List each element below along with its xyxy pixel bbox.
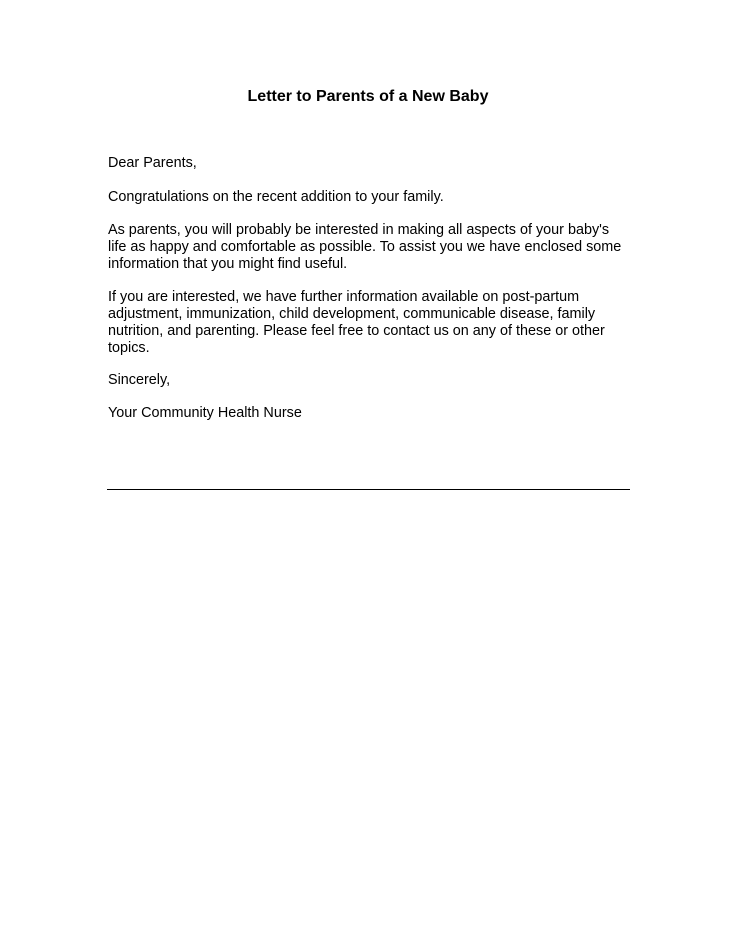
paragraph-line: If you are interested, we have further information available on post-partum [108, 289, 580, 305]
letter-title: Letter to Parents of a New Baby [247, 88, 489, 105]
paragraph-line: life as happy and comfortable as possible. To assist you we have enclosed some [108, 239, 622, 255]
paragraph-line: nutrition, and parenting. Please feel free to contact us on any of these or other [108, 323, 605, 339]
salutation: Dear Parents, [108, 155, 197, 171]
horizontal-divider [107, 489, 630, 490]
paragraph-further-info [108, 289, 638, 357]
paragraph-line: adjustment, immunization, child development, communicable disease, family [108, 306, 596, 322]
paragraph-line: As parents, you will probably be interested in making all aspects of your baby's [108, 222, 610, 238]
paragraph-enclosed-info [108, 222, 638, 273]
paragraph-line: topics. [108, 340, 150, 356]
closing: Sincerely, [108, 372, 171, 388]
signature: Your Community Health Nurse [108, 405, 302, 421]
paragraph-congratulations: Congratulations on the recent addition to your family. [108, 189, 444, 205]
paragraph-line: information that you might find useful. [108, 256, 348, 272]
